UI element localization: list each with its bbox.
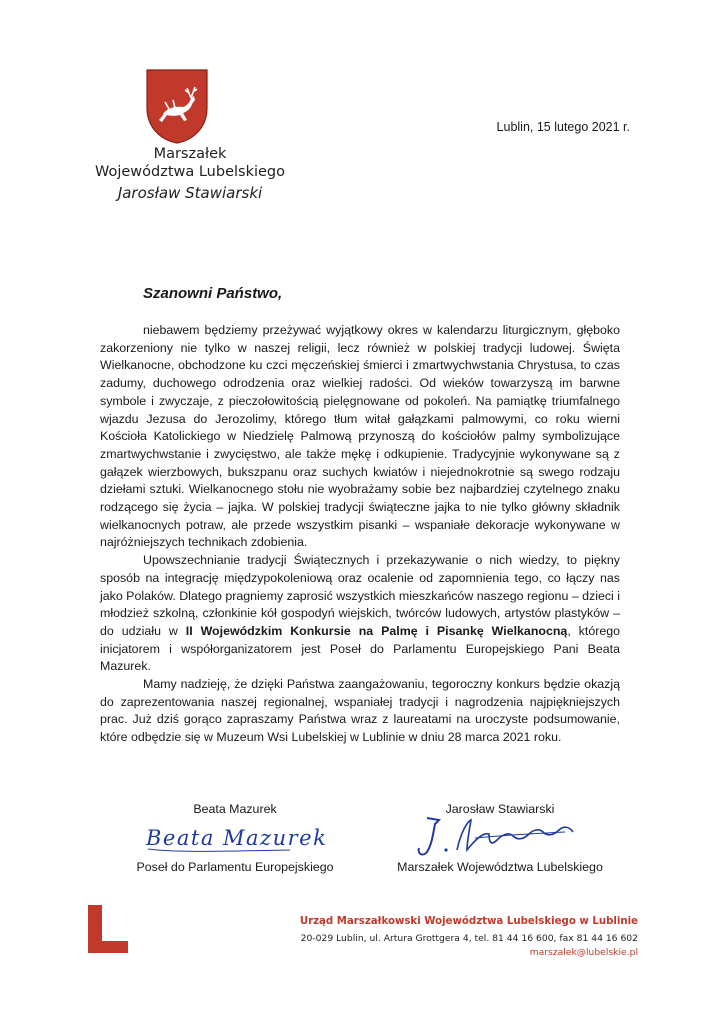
footer-email-link[interactable]: marszalek@lubelskie.pl xyxy=(529,947,638,958)
footer-address: 20-029 Lublin, ul. Artura Grottgera 4, tel. 81 44 16 600, fax 81 44 16 602 xyxy=(300,933,638,944)
paragraph-2 xyxy=(100,552,620,676)
letter-body xyxy=(100,322,620,747)
lubelskie-l-logo-icon xyxy=(88,905,128,953)
signatory-left-title: Poseł do Parlamentu Europejskiego xyxy=(136,860,334,874)
signature-left xyxy=(140,817,340,857)
lublin-deer-crest-icon xyxy=(145,68,209,144)
signature-left-script: Beata Mazurek xyxy=(146,826,328,850)
signatory-left-name: Beata Mazurek xyxy=(193,802,277,816)
paragraph-3: Mamy nadzieję, że dzięki Państwa zaangażowaniu, tegoroczny konkurs będzie okazją do zaprezentowania naszej regionalnej, wspaniałej tradycji i nagrodzenia najpiękniejszych prac. Już dziś gorąco zapraszamy Państwa wraz z laureatami na uroczyste podsumowanie, które odbędzie się w Muzeum Wsi Lubelskiej w Lublinie w dniu 28 marca 2021 roku. xyxy=(100,677,620,745)
footer-organization: Urząd Marszałkowski Województwa Lubelskiego w Lublinie xyxy=(299,916,638,927)
salutation: Szanowni Państwo, xyxy=(143,285,283,302)
header-person-name: Jarosław Stawiarski xyxy=(117,184,263,202)
signatory-right-title: Marszałek Województwa Lubelskiego xyxy=(397,860,603,874)
letter-date: Lublin, 15 lutego 2021 r. xyxy=(496,120,630,134)
signatory-right-name: Jarosław Stawiarski xyxy=(445,802,555,816)
header-org-title: Marszałek xyxy=(153,146,227,162)
paragraph-2-end: , którego inicjatorem i współorganizatorem jest Poseł do Parlamentu Europejskiego Pani Beata Mazurek. xyxy=(100,623,621,674)
header-org-region: Województwa Lubelskiego xyxy=(94,164,286,180)
contest-name: II Wojewódzkim Konkursie na Palmę i Pisankę Wielkanocną xyxy=(185,623,568,638)
paragraph-2-start: Upowszechnianie tradycji Świątecznych i przekazywanie o nich wiedzy, to piękny sposób na integrację międzypokoleniową oraz ocalenie od zapomnienia tego, co łączy nas jako Polaków. Dlatego pragniemy zaprosić wszystkich mieszkańców naszego regionu – dzieci i młodzież szkolną, członkinie kół gospodyń wiejskich, twórców ludowych, artystów plastyków – do udziału w xyxy=(100,553,620,638)
signature-right xyxy=(405,810,595,862)
paragraph-1: niebawem będziemy przeżywać wyjątkowy okres w kalendarzu liturgicznym, głęboko zakorzeniony nie tylko w naszej religii, lecz również w polskiej tradycji ludowej. Święta Wielkanocne, obchodzone ku czci męczeńskiej śmierci i zmartwychwstania Chrystusa, to czas zadumy, duchowego odrodzenia oraz wielkiej radości. Od wieków towarzyszą im barwne symbole i zwyczaje, z pieczołowitością pielęgnowane od pokoleń. Na pamiątkę triumfalnego wjazdu Jezusa do Jerozolimy, którego tłum witał gałązkami palmowymi, co roku wierni Kościoła Katolickiego w Niedzielę Palmową przynoszą do kościołów palmy symbolizujące zmartwychwstanie i zwycięstwo, ale także mękę i odkupienie. Tradycyjnie wykonywane są z gałązek wierzbowych, bukszpanu oraz suchych kwiatów i niejednokrotnie są swego rodzaju dziełami sztuki. Wielkanocnego stołu nie wyobrażamy sobie bez najbardziej czytelnego znaku rodzącego się życia – jajka. W polskiej tradycji świąteczne jajka to nie tylko główny składnik wielkanocnych potraw, ale przede wszystkim pisanki – wspaniałe dekoracje wykonywane w najróżniejszych technikach zdobienia. xyxy=(100,323,620,550)
